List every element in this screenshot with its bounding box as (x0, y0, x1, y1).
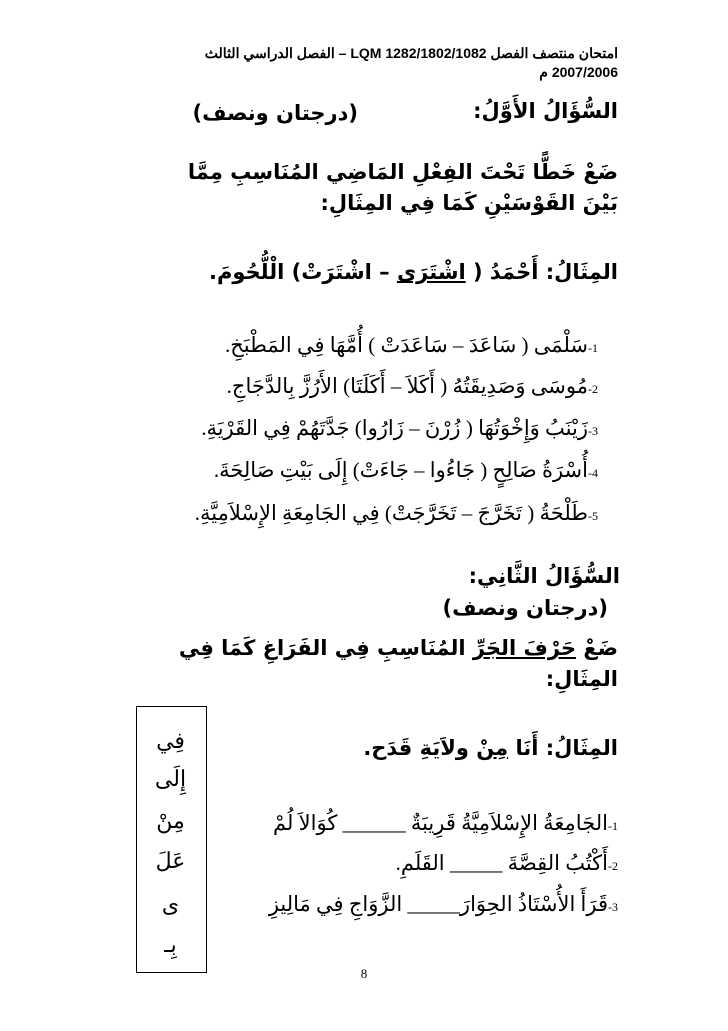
q1-marks: (درجتان ونصف) (192, 101, 358, 125)
q2-instruction-underlined: حَرْفَ الجَرِّ (472, 636, 577, 660)
q1-example (209, 257, 618, 288)
q2-item-number: 1- (608, 819, 618, 833)
q1-item (214, 455, 598, 488)
q1-example-prefix: المِثَالُ: أَحْمَدُ ( (472, 260, 618, 284)
q1-item-text: زَيْنَبُ وَإِخْوَتُهَا ( زُرْنَ – زَارُوا) جَدَّتَهُمْ فِي القَرْيَةِ. (201, 416, 588, 440)
q2-item-text: الجَامِعَةُ الإِسْلاَمِيَّةُ قَرِيبَةٌ ______ كُوَالاَ لُمْ (273, 811, 608, 835)
q2-example-answer: مِنْ (476, 736, 509, 760)
choice-word: ى (161, 892, 180, 917)
q1-item-number: 4- (588, 466, 598, 480)
page-number: 8 (360, 966, 368, 981)
q2-marks: (درجتان ونصف) (442, 596, 608, 620)
q1-item (227, 371, 598, 404)
choice-word: مِنْ (156, 808, 185, 833)
q2-item-number: 3- (608, 900, 618, 914)
choice-word: فِي (156, 728, 185, 753)
q2-instruction-rest: المُنَاسِبِ فِي الفَرَاغِ كَمَا فِي (178, 636, 473, 660)
q2-item-text: أَكْتُبُ القِصَّةَ _____ القَلَمِ. (395, 851, 608, 875)
q1-title: السُّؤَالُ الأَوَّلُ: (473, 99, 618, 123)
q2-instruction-line1 (179, 633, 618, 664)
q1-item (201, 413, 598, 446)
q1-item-number: 2- (588, 382, 598, 396)
exam-header-line2: 2007/2006 م (539, 64, 618, 80)
q1-item-number: 3- (588, 424, 598, 438)
q2-example (363, 733, 618, 764)
q2-item (273, 808, 618, 841)
q1-item-text: سَلْمَى ( سَاعَدَ – سَاعَدَتْ ) أُمَّهَا فِي المَطْبَخِ. (225, 333, 588, 357)
choice-word: عَلَ (155, 848, 186, 873)
q1-instruction-line1: ضَعْ خَطًّا تَحْتَ الفِعْلِ المَاضِي المُنَاسِبِ مِمَّا (187, 160, 618, 184)
q2-example-prefix: المِثَالُ: أَنَا (508, 736, 618, 760)
q1-marks-wrapper (106, 98, 618, 129)
choice-word: إِلَى (154, 766, 187, 791)
q2-title: السُّؤَالُ الثَّانِي: (468, 564, 620, 588)
q1-example-suffix: – اشْتَرَتْ) الْلُّحُومَ. (208, 260, 390, 284)
q2-item (269, 889, 618, 922)
q2-item-number: 2- (608, 859, 618, 873)
q2-instruction-start: ضَعْ (576, 636, 618, 660)
q1-item-text: طَلْحَةُ ( تَخَرَّجَ – تَخَرَّجَتْ) فِي الجَامِعَةِ الإِسْلاَمِيَّةِ. (194, 501, 588, 525)
q1-item (225, 330, 598, 363)
exam-header-line1: امتحان منتصف الفصل LQM 1282/1802/1082 – الفصل الدراسي الثالث (204, 45, 618, 61)
q1-item (195, 498, 598, 531)
q1-item-number: 5- (588, 509, 598, 523)
q2-example-suffix: ولاَيَةِ قَدَح. (363, 736, 477, 760)
q1-item-text: أُسْرَةُ صَالِحٍ ( جَاءُوا – جَاءَتْ) إِلَى بَيْتِ صَالِحَةَ. (213, 458, 588, 482)
q1-item-number: 1- (588, 341, 598, 355)
q2-instruction-line2: المِثَالِ: (545, 667, 618, 691)
q2-item-text: قَرَأَ الأُسْتَاذُ الحِوَارَ_____ الزَّوَاجِ فِي مَالِيزِ (268, 892, 608, 916)
choice-word: بِـ (164, 932, 177, 957)
q2-item (396, 848, 618, 881)
q1-item-text: مُوسَى وَصَدِيقَتُهُ ( أَكَلاَ – أَكَلَتَا) الأَرُزَّ بِالدَّجَاجِ. (226, 374, 588, 398)
q1-example-answer: اشْتَرَى (396, 260, 466, 284)
q1-instruction-line2: بَيْنَ القَوْسَيْنِ كَمَا فِي المِثَالِ: (320, 191, 618, 215)
